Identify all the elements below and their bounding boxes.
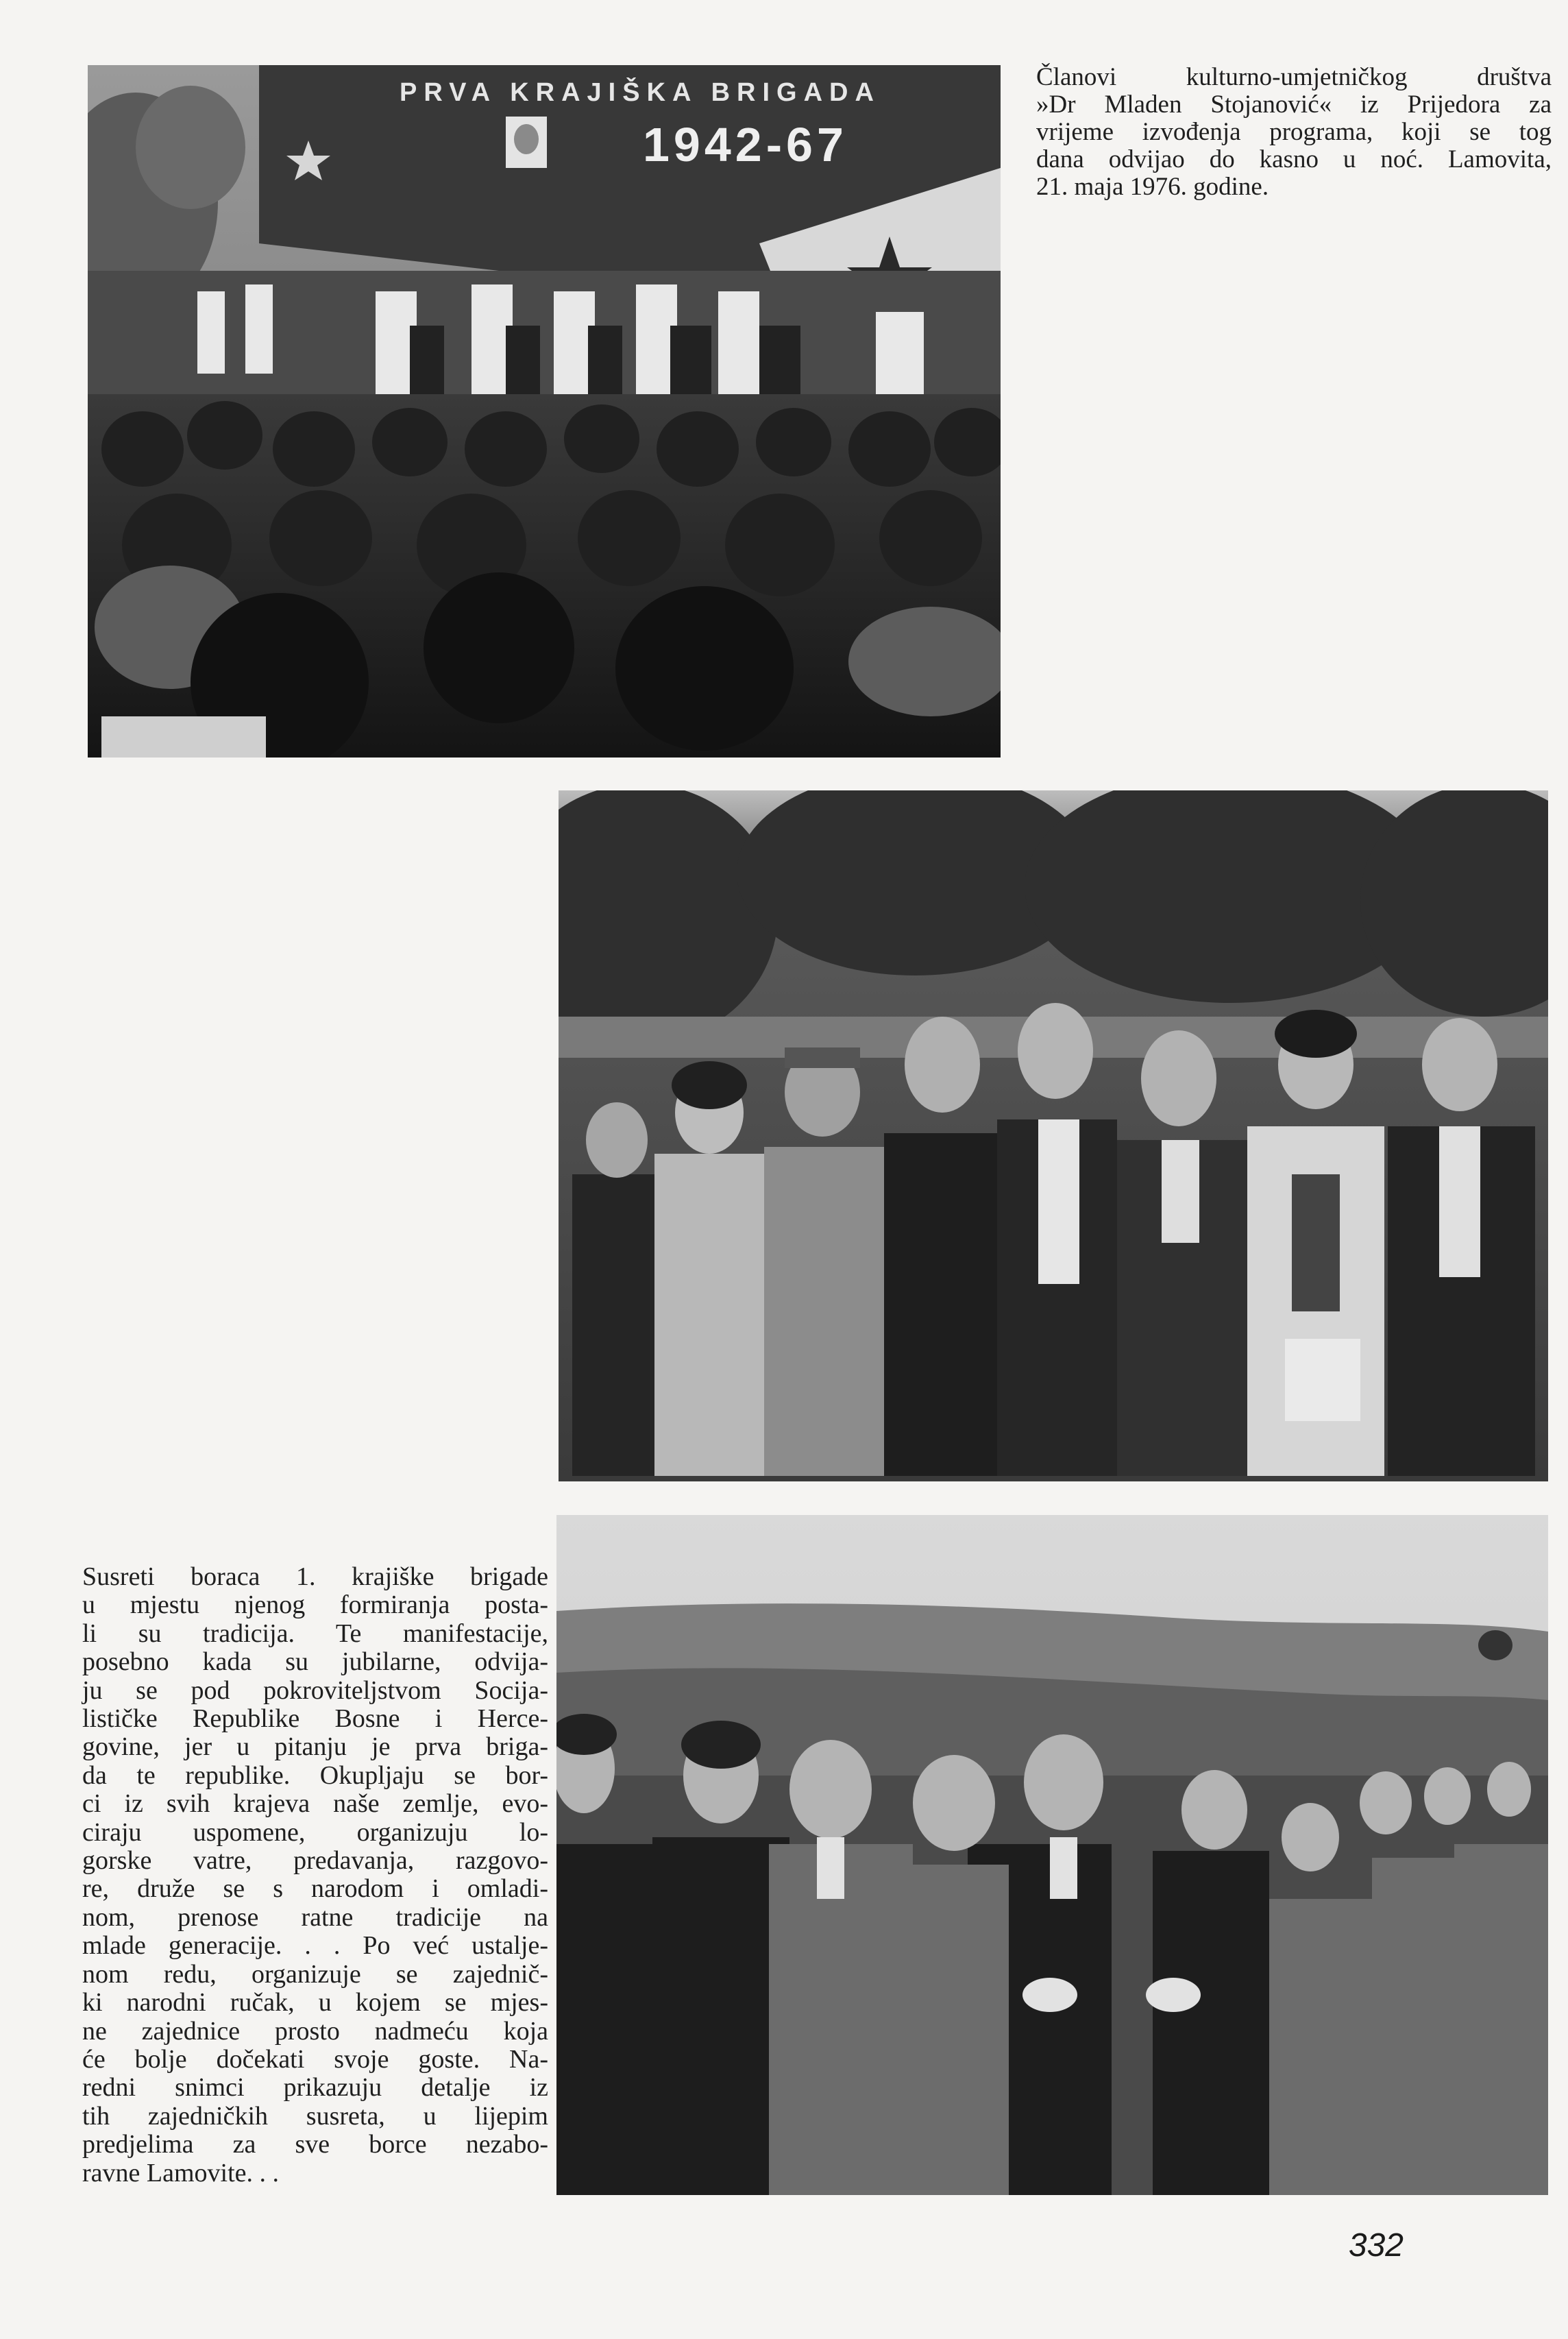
photo-stage-performance	[88, 65, 1001, 758]
caption-bottom-line: re, druže se s narodom i omladi-	[82, 1874, 548, 1904]
caption-bottom-line: ki narodni ručak, u kojem se mjes-	[82, 1988, 548, 2017]
caption-bottom-line: tih zajedničkih susreta, u lijepim	[82, 2101, 548, 2131]
caption-bottom-line: predjelima za sve borce nezabo-	[82, 2130, 548, 2159]
caption-bottom-line: lističke Republike Bosne i Herce-	[82, 1704, 548, 1734]
caption-bottom-line: ravne Lamovite. . .	[82, 2158, 280, 2187]
caption-bottom-line: Susreti boraca 1. krajiške brigade	[82, 1562, 548, 1591]
svg-text:PRVA KRAJIŠKA BRIGADA: PRVA KRAJIŠKA BRIGADA	[400, 78, 881, 107]
page-number: 332	[1348, 2227, 1404, 2264]
photo-group-of-veterans	[559, 790, 1548, 1481]
caption-bottom-line: ju se pod pokroviteljstvom Socija-	[82, 1675, 548, 1705]
caption-top	[1036, 64, 1552, 201]
photo-group-of-veterans-image	[559, 790, 1548, 1481]
photo-crowd-at-gathering	[556, 1515, 1548, 2195]
caption-top-line: vrijeme izvođenja programa, koji se tog	[1036, 118, 1552, 146]
photo-stage-performance-image	[88, 65, 1001, 758]
caption-bottom-line: gorske vatre, predavanja, razgovo-	[82, 1846, 548, 1876]
caption-bottom-line: nom, prenose ratne tradicije na	[82, 1902, 548, 1932]
caption-bottom-line: nom redu, organizuje se zajednič-	[82, 1959, 548, 1989]
caption-top-line: Članovi kulturno-umjetničkog društva	[1036, 63, 1552, 91]
caption-top-line: dana odvijao do kasno u noć. Lamovita,	[1036, 145, 1552, 173]
caption-bottom-line: redni snimci prikazuju detalje iz	[82, 2073, 548, 2102]
svg-text:1942-67: 1942-67	[643, 118, 848, 171]
caption-bottom-line: li su tradicija. Te manifestacije,	[82, 1619, 548, 1648]
caption-bottom-line: da te republike. Okupljaju se bor-	[82, 1760, 548, 1790]
caption-bottom	[82, 1563, 548, 2187]
caption-bottom-line: govine, jer u pitanju je prva briga-	[82, 1732, 548, 1762]
caption-bottom-line: će bolje dočekati svoje goste. Na-	[82, 2044, 548, 2074]
photo-crowd-at-gathering-image	[556, 1515, 1548, 2195]
caption-top-line: »Dr Mladen Stojanović« iz Prijedora za	[1036, 90, 1552, 119]
caption-bottom-line: ne zajednice prosto nadmeću koja	[82, 2016, 548, 2046]
caption-bottom-line: ci iz svih krajeva naše zemlje, evo-	[82, 1789, 548, 1819]
caption-bottom-line: mlade generacije. . . Po već ustalje-	[82, 1931, 548, 1961]
caption-top-line: 21. maja 1976. godine.	[1036, 173, 1269, 201]
caption-bottom-line: u mjestu njenog formiranja posta-	[82, 1590, 548, 1620]
caption-bottom-line: ciraju uspomene, organizuju lo-	[82, 1817, 548, 1847]
caption-bottom-line: posebno kada su jubilarne, odvija-	[82, 1647, 548, 1677]
